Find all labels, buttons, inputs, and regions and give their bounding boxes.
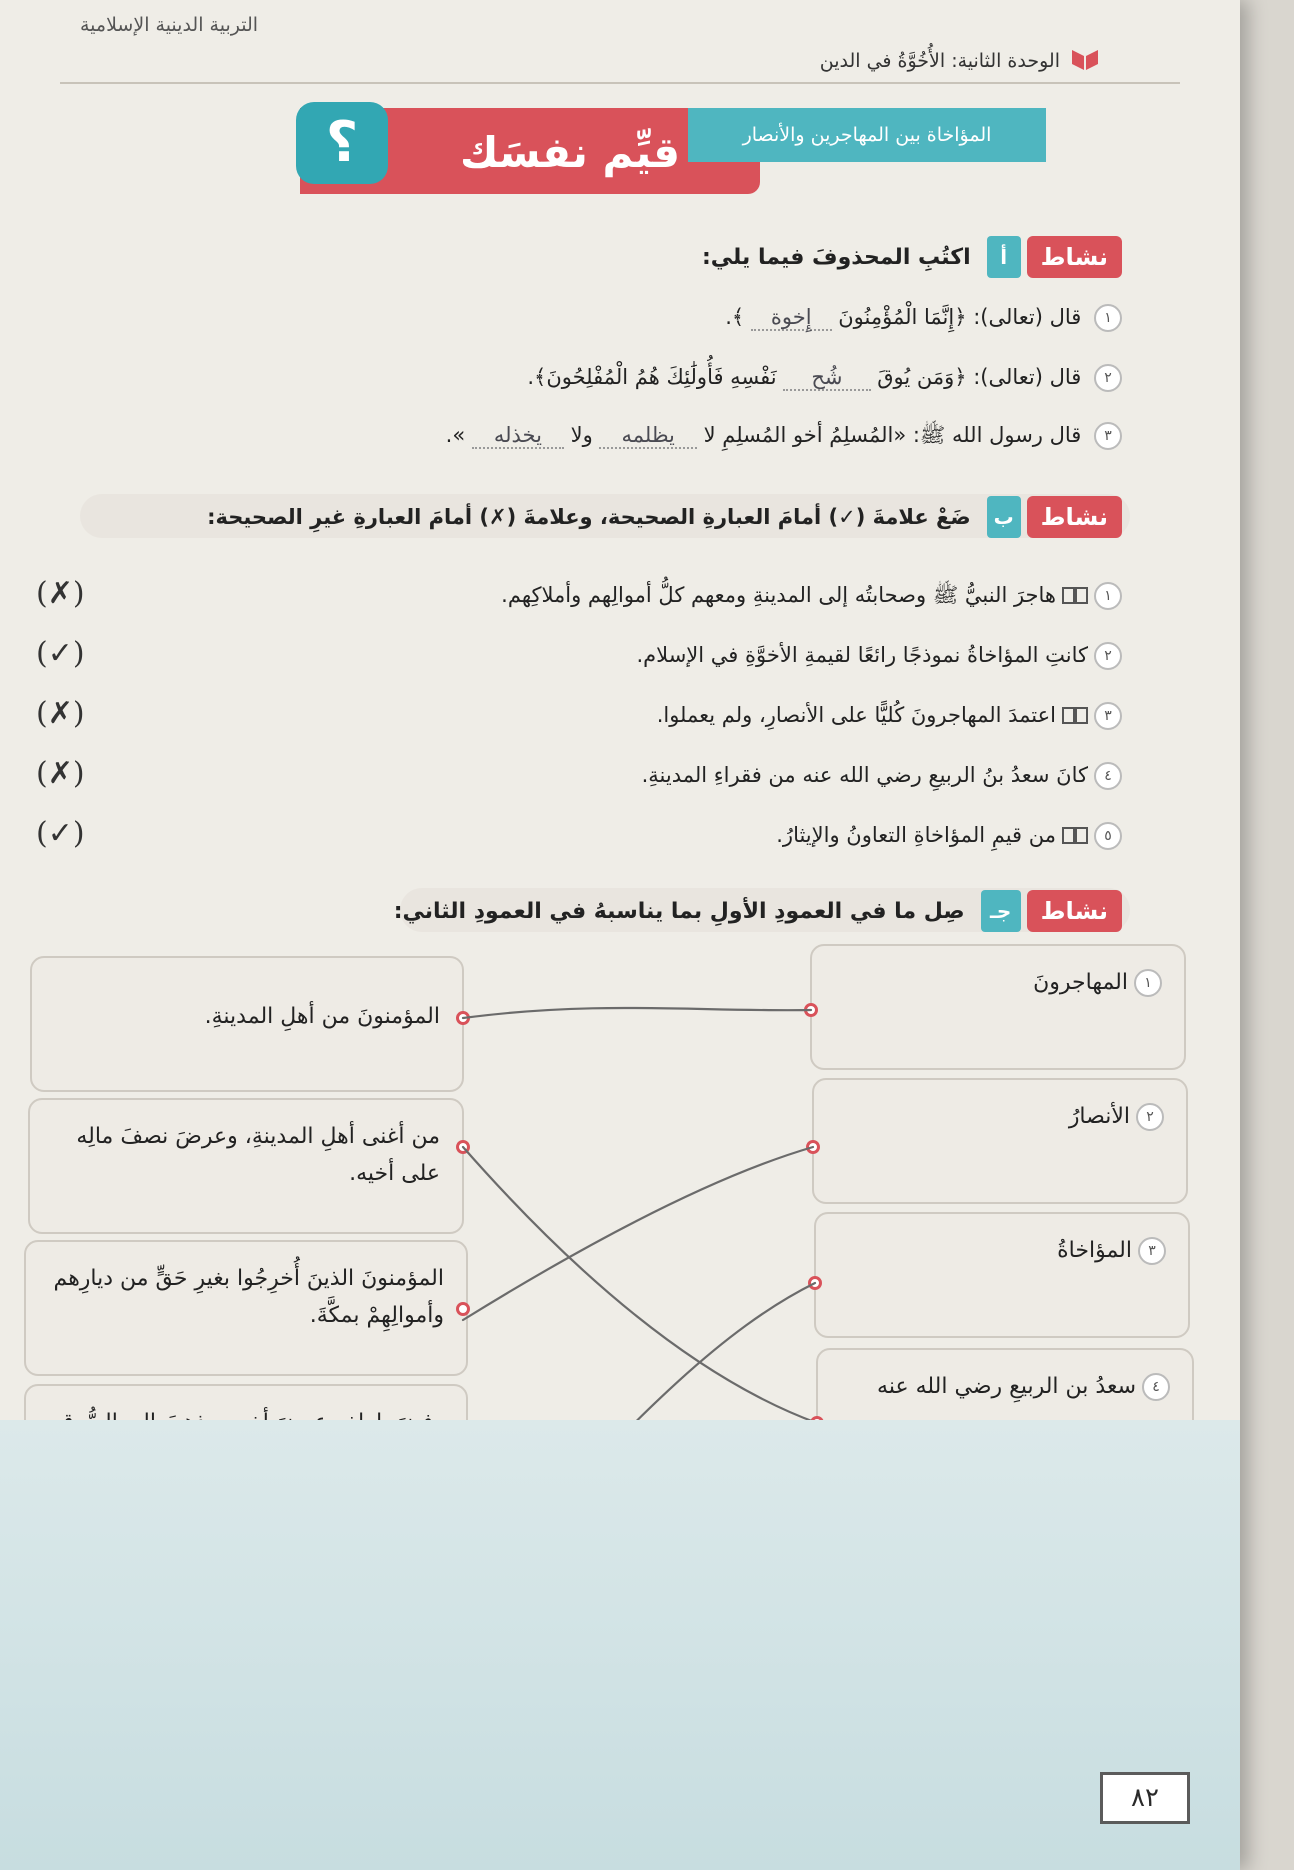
question-mark-icon: ؟ [296,102,388,184]
answer-mark[interactable]: (✗) [36,576,85,611]
answer-mark[interactable]: (✓) [36,636,85,671]
col1-box-3: ٣المؤاخاةُ [814,1212,1190,1338]
answer-text[interactable]: يظلمه [599,423,696,449]
answer-text[interactable]: يخذله [472,423,564,449]
item-number: ١ [1094,582,1122,610]
unit-title: الوحدة الثانية: الأُخُوَّةُ في الدين [819,50,1060,72]
activity-letter: ب [987,496,1021,538]
answer-text[interactable]: إِخوة [751,305,832,331]
topic-tag: المؤاخاة بين المهاجرين والأنصار [688,108,1046,162]
item-number: ٥ [1094,822,1122,850]
fill-item-3: ٣ قال رسول الله ﷺ: «المُسلِمُ أخو المُسلِمِ لا يظلمه ولا يخذله ». [446,422,1122,453]
col2-box-3: المؤمنونَ الذينَ أُخرِجُوا بغيرِ حَقٍّ من ديارِهم وأموالِهِمْ بمكَّةَ. [24,1240,468,1376]
col1-box-2: ٢الأنصارُ [812,1078,1188,1204]
evaluate-title: قيِّم نفسَك [460,128,681,177]
answer-mark[interactable]: (✗) [36,696,85,731]
answer-mark[interactable]: (✓) [36,816,85,851]
page-number: ٨٢ [1100,1772,1190,1824]
item-number: ٣ [1094,702,1122,730]
fill-item-2: ٢ قال (تعالى): ﴿وَمَن يُوقَ شُح نَفْسِهِ فَأُولَٰئِكَ هُمُ الْمُفْلِحُونَ﴾. [527,364,1122,392]
answer-mark[interactable]: (✗) [36,756,85,791]
activity-heading: ضَعْ علامةَ (✓) أمامَ العبارةِ الصحيحة، وعلامةَ (✗) أمامَ العبارةِ غيرِ الصحيحة: [207,505,971,529]
subject-title: التربية الدينية الإسلامية [80,14,259,36]
activity-heading: صِل ما في العمودِ الأولِ بما يناسبهُ في العمودِ الثاني: [393,898,965,924]
item-number: ٤ [1094,762,1122,790]
connector-line [463,1008,811,1018]
col2-box-2: من أغنى أهلِ المدينةِ، وعرضَ نصفَ مالِه على أخيه. [28,1098,464,1234]
col1-box-4: ٤سعدُ بن الربيعِ رضي الله عنه [816,1348,1194,1488]
activity-heading: اكتُبِ المحذوفَ فيما يلي: [702,244,971,270]
activity-label: نشاط [1027,890,1122,932]
activity-label: نشاط [1027,236,1122,278]
connector-line [463,1147,813,1320]
item-number: ٢ [1094,642,1122,670]
activity-label: نشاط [1027,496,1122,538]
item-text: من قيمِ المؤاخاةِ التعاونُ والإيثارُ. [776,823,1056,847]
activity-letter: أ [987,236,1021,278]
col2-box-1: المؤمنونَ من أهلِ المدينةِ. [30,956,464,1092]
item-text: كانَ سعدُ بنُ الربيعِ رضي الله عنه من فقراءِ المدينةِ. [641,763,1088,787]
item-text: كانتِ المؤاخاةُ نموذجًا رائعًا لقيمةِ الأخوَّةِ في الإسلام. [636,643,1088,667]
connector-line [463,1147,817,1423]
activity-letter: جـ [981,890,1021,932]
answer-text[interactable]: شُح [783,365,870,391]
item-text: هاجرَ النبيُّ ﷺ وصحابتُه إلى المدينةِ ومعهم كلُّ أموالِهم وأملاكِهم. [501,583,1056,607]
footer-band [0,1420,1240,1870]
fill-item-1: ١ قال (تعالى): ﴿إِنَّمَا الْمُؤْمِنُونَ إِخوة ﴾. [725,304,1122,332]
col1-box-1: ١المهاجرونَ [810,944,1186,1070]
item-text: اعتمدَ المهاجرونَ كُليًّا على الأنصارِ، ولم يعملوا. [656,703,1056,727]
